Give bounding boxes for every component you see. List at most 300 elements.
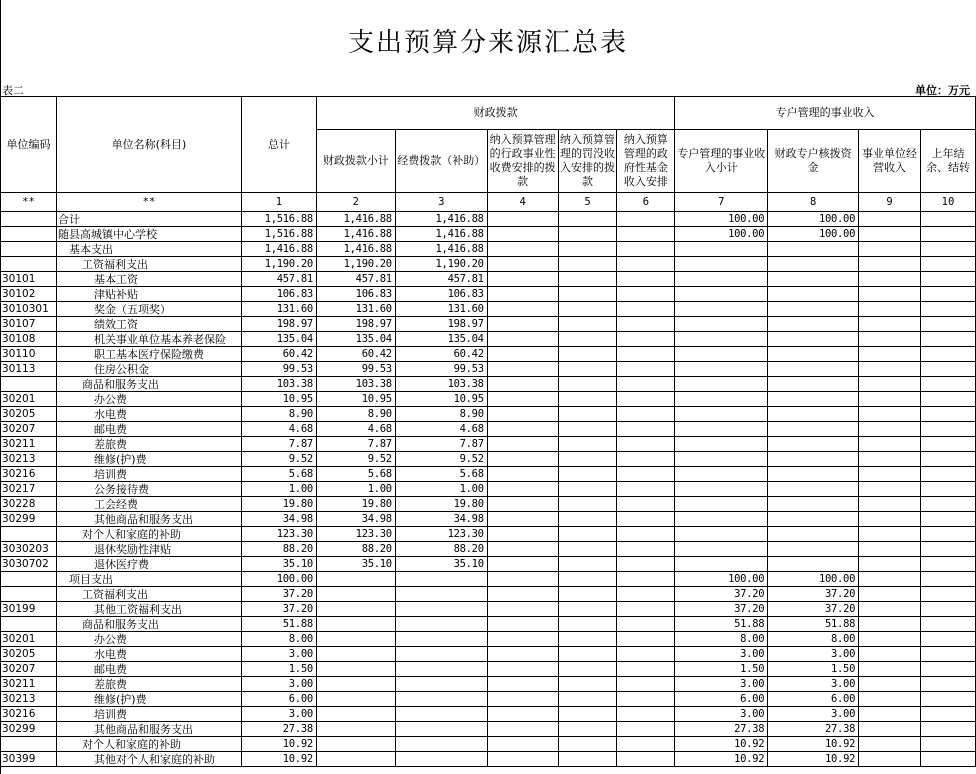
table-row bbox=[1, 227, 976, 242]
row-code: 30213 bbox=[1, 452, 57, 467]
row-value-col-8 bbox=[768, 377, 859, 392]
row-value-col-8: 51.88 bbox=[768, 617, 859, 632]
row-value-col-3: 9.52 bbox=[395, 452, 487, 467]
row-value-col-9 bbox=[859, 362, 921, 377]
row-name: 维修(护)费 bbox=[56, 692, 241, 707]
row-value-col-5 bbox=[558, 332, 617, 347]
row-value-col-6 bbox=[617, 692, 675, 707]
row-value-col-3: 1,416.88 bbox=[395, 227, 487, 242]
row-value-col-9 bbox=[859, 452, 921, 467]
row-name: 商品和服务支出 bbox=[56, 617, 241, 632]
row-value-col-5 bbox=[558, 362, 617, 377]
row-value-col-6 bbox=[617, 332, 675, 347]
row-code bbox=[1, 617, 57, 632]
col-special-verify-header: 财政专户核拨资金 bbox=[768, 130, 859, 193]
row-value-col-5 bbox=[558, 572, 617, 587]
table-row bbox=[1, 737, 976, 752]
column-index-cell: ** bbox=[1, 193, 57, 212]
row-value-col-3: 5.68 bbox=[395, 467, 487, 482]
row-value-col-4 bbox=[487, 692, 558, 707]
col-gov-fund-header: 纳入预算管理的政府性基金收入安排 bbox=[617, 130, 675, 193]
row-value-col-1: 1,516.88 bbox=[241, 227, 316, 242]
table-number: 表二 bbox=[2, 84, 24, 97]
row-value-col-8: 100.00 bbox=[768, 227, 859, 242]
row-value-col-7: 27.38 bbox=[675, 722, 768, 737]
row-value-col-9 bbox=[859, 437, 921, 452]
column-index-cell: 10 bbox=[920, 193, 975, 212]
row-value-col-7 bbox=[675, 362, 768, 377]
row-value-col-8 bbox=[768, 452, 859, 467]
row-value-col-2: 34.98 bbox=[316, 512, 395, 527]
row-value-col-7 bbox=[675, 392, 768, 407]
row-name: 工资福利支出 bbox=[56, 587, 241, 602]
row-value-col-8 bbox=[768, 272, 859, 287]
table-row bbox=[1, 377, 976, 392]
row-code bbox=[1, 212, 57, 227]
row-value-col-2: 103.38 bbox=[316, 377, 395, 392]
row-code: 30101 bbox=[1, 272, 57, 287]
row-value-col-7: 10.92 bbox=[675, 737, 768, 752]
row-value-col-2 bbox=[316, 737, 395, 752]
row-value-col-2: 1.00 bbox=[316, 482, 395, 497]
row-value-col-8 bbox=[768, 332, 859, 347]
row-value-col-4 bbox=[487, 722, 558, 737]
table-row bbox=[1, 557, 976, 572]
row-value-col-2 bbox=[316, 662, 395, 677]
row-value-col-2: 123.30 bbox=[316, 527, 395, 542]
row-value-col-10 bbox=[920, 482, 975, 497]
row-value-col-8 bbox=[768, 392, 859, 407]
row-value-col-3 bbox=[395, 587, 487, 602]
row-name: 差旅费 bbox=[56, 677, 241, 692]
row-value-col-9 bbox=[859, 692, 921, 707]
row-value-col-7 bbox=[675, 497, 768, 512]
row-value-col-9 bbox=[859, 647, 921, 662]
row-value-col-3: 1,190.20 bbox=[395, 257, 487, 272]
row-value-col-1: 131.60 bbox=[241, 302, 316, 317]
row-value-col-10 bbox=[920, 302, 975, 317]
row-value-col-5 bbox=[558, 752, 617, 767]
row-value-col-5 bbox=[558, 407, 617, 422]
row-value-col-5 bbox=[558, 212, 617, 227]
row-value-col-3 bbox=[395, 677, 487, 692]
row-value-col-9 bbox=[859, 392, 921, 407]
row-value-col-7: 37.20 bbox=[675, 587, 768, 602]
row-value-col-9 bbox=[859, 272, 921, 287]
row-value-col-5 bbox=[558, 377, 617, 392]
row-value-col-1: 6.00 bbox=[241, 692, 316, 707]
row-name: 津贴补贴 bbox=[56, 287, 241, 302]
row-value-col-9 bbox=[859, 332, 921, 347]
row-value-col-3: 4.68 bbox=[395, 422, 487, 437]
row-code: 30299 bbox=[1, 512, 57, 527]
row-value-col-2 bbox=[316, 602, 395, 617]
row-value-col-3 bbox=[395, 572, 487, 587]
row-value-col-2: 135.04 bbox=[316, 332, 395, 347]
row-value-col-8 bbox=[768, 302, 859, 317]
row-value-col-3: 457.81 bbox=[395, 272, 487, 287]
row-value-col-9 bbox=[859, 212, 921, 227]
column-index-cell: 4 bbox=[487, 193, 558, 212]
row-value-col-5 bbox=[558, 602, 617, 617]
row-value-col-5 bbox=[558, 542, 617, 557]
row-value-col-3 bbox=[395, 617, 487, 632]
row-value-col-3: 131.60 bbox=[395, 302, 487, 317]
row-value-col-4 bbox=[487, 302, 558, 317]
row-value-col-6 bbox=[617, 527, 675, 542]
row-value-col-1: 10.92 bbox=[241, 737, 316, 752]
row-value-col-3: 99.53 bbox=[395, 362, 487, 377]
row-value-col-7 bbox=[675, 347, 768, 362]
row-name: 工资福利支出 bbox=[56, 257, 241, 272]
row-value-col-7 bbox=[675, 377, 768, 392]
row-value-col-3 bbox=[395, 737, 487, 752]
row-value-col-4 bbox=[487, 707, 558, 722]
row-code: 3030203 bbox=[1, 542, 57, 557]
row-value-col-2: 60.42 bbox=[316, 347, 395, 362]
row-value-col-2 bbox=[316, 752, 395, 767]
row-value-col-6 bbox=[617, 317, 675, 332]
row-value-col-2: 7.87 bbox=[316, 437, 395, 452]
row-value-col-8: 6.00 bbox=[768, 692, 859, 707]
page-title: 支出预算分来源汇总表 bbox=[347, 28, 628, 58]
row-name: 退休医疗费 bbox=[56, 557, 241, 572]
row-value-col-10 bbox=[920, 572, 975, 587]
row-value-col-10 bbox=[920, 692, 975, 707]
row-name: 绩效工资 bbox=[56, 317, 241, 332]
row-value-col-9 bbox=[859, 617, 921, 632]
row-value-col-6 bbox=[617, 347, 675, 362]
row-value-col-7: 3.00 bbox=[675, 677, 768, 692]
row-value-col-6 bbox=[617, 242, 675, 257]
row-name: 职工基本医疗保险缴费 bbox=[56, 347, 241, 362]
table-row bbox=[1, 302, 976, 317]
row-value-col-5 bbox=[558, 482, 617, 497]
row-value-col-10 bbox=[920, 662, 975, 677]
row-value-col-1: 457.81 bbox=[241, 272, 316, 287]
row-value-col-8: 3.00 bbox=[768, 677, 859, 692]
row-value-col-1: 5.68 bbox=[241, 467, 316, 482]
col-carryover-header: 上年结余、结转 bbox=[920, 130, 975, 193]
row-value-col-7: 100.00 bbox=[675, 572, 768, 587]
row-value-col-8 bbox=[768, 347, 859, 362]
table-row bbox=[1, 407, 976, 422]
row-name: 培训费 bbox=[56, 467, 241, 482]
row-value-col-4 bbox=[487, 647, 558, 662]
row-value-col-2 bbox=[316, 587, 395, 602]
row-value-col-7: 10.92 bbox=[675, 752, 768, 767]
row-value-col-10 bbox=[920, 377, 975, 392]
row-value-col-3 bbox=[395, 602, 487, 617]
row-value-col-7 bbox=[675, 257, 768, 272]
col-total-header: 总计 bbox=[241, 97, 316, 193]
row-name: 办公费 bbox=[56, 392, 241, 407]
row-value-col-8: 100.00 bbox=[768, 572, 859, 587]
row-code: 30211 bbox=[1, 437, 57, 452]
row-value-col-6 bbox=[617, 302, 675, 317]
row-value-col-2: 10.95 bbox=[316, 392, 395, 407]
row-value-col-6 bbox=[617, 272, 675, 287]
row-value-col-5 bbox=[558, 287, 617, 302]
row-value-col-3 bbox=[395, 722, 487, 737]
table-row bbox=[1, 602, 976, 617]
row-value-col-2: 8.90 bbox=[316, 407, 395, 422]
group-special-header: 专户管理的事业收入 bbox=[675, 97, 976, 130]
row-value-col-1: 4.68 bbox=[241, 422, 316, 437]
row-name: 水电费 bbox=[56, 407, 241, 422]
column-index-cell: 1 bbox=[241, 193, 316, 212]
column-index-cell: 3 bbox=[395, 193, 487, 212]
row-value-col-10 bbox=[920, 242, 975, 257]
row-value-col-5 bbox=[558, 257, 617, 272]
row-code: 30217 bbox=[1, 482, 57, 497]
row-name: 其他对个人和家庭的补助 bbox=[56, 752, 241, 767]
row-code: 30211 bbox=[1, 677, 57, 692]
row-value-col-3: 88.20 bbox=[395, 542, 487, 557]
row-value-col-7 bbox=[675, 512, 768, 527]
row-value-col-1: 37.20 bbox=[241, 602, 316, 617]
row-value-col-9 bbox=[859, 677, 921, 692]
row-value-col-9 bbox=[859, 227, 921, 242]
row-value-col-1: 10.95 bbox=[241, 392, 316, 407]
row-value-col-8 bbox=[768, 362, 859, 377]
row-value-col-4 bbox=[487, 752, 558, 767]
row-code: 30205 bbox=[1, 647, 57, 662]
table-row bbox=[1, 332, 976, 347]
row-value-col-6 bbox=[617, 407, 675, 422]
row-value-col-1: 35.10 bbox=[241, 557, 316, 572]
table-row bbox=[1, 272, 976, 287]
row-value-col-5 bbox=[558, 587, 617, 602]
row-name: 项目支出 bbox=[56, 572, 241, 587]
row-value-col-4 bbox=[487, 602, 558, 617]
row-value-col-1: 1,516.88 bbox=[241, 212, 316, 227]
row-value-col-9 bbox=[859, 737, 921, 752]
row-value-col-6 bbox=[617, 362, 675, 377]
row-value-col-9 bbox=[859, 377, 921, 392]
row-value-col-7: 6.00 bbox=[675, 692, 768, 707]
col-business-header: 事业单位经营收入 bbox=[859, 130, 921, 193]
row-value-col-8: 27.38 bbox=[768, 722, 859, 737]
table-row bbox=[1, 677, 976, 692]
row-value-col-10 bbox=[920, 287, 975, 302]
table-row bbox=[1, 497, 976, 512]
row-value-col-1: 1.00 bbox=[241, 482, 316, 497]
row-value-col-2 bbox=[316, 707, 395, 722]
row-value-col-5 bbox=[558, 722, 617, 737]
row-value-col-6 bbox=[617, 257, 675, 272]
row-value-col-7 bbox=[675, 557, 768, 572]
row-value-col-4 bbox=[487, 482, 558, 497]
row-value-col-4 bbox=[487, 422, 558, 437]
row-value-col-2: 131.60 bbox=[316, 302, 395, 317]
table-row bbox=[1, 542, 976, 557]
row-value-col-2: 198.97 bbox=[316, 317, 395, 332]
row-value-col-3 bbox=[395, 662, 487, 677]
row-value-col-1: 88.20 bbox=[241, 542, 316, 557]
row-value-col-10 bbox=[920, 587, 975, 602]
row-value-col-6 bbox=[617, 572, 675, 587]
row-value-col-3: 10.95 bbox=[395, 392, 487, 407]
row-value-col-7 bbox=[675, 527, 768, 542]
row-value-col-10 bbox=[920, 227, 975, 242]
row-value-col-8 bbox=[768, 527, 859, 542]
row-value-col-4 bbox=[487, 512, 558, 527]
row-value-col-1: 60.42 bbox=[241, 347, 316, 362]
row-value-col-9 bbox=[859, 572, 921, 587]
row-value-col-5 bbox=[558, 347, 617, 362]
row-value-col-3: 60.42 bbox=[395, 347, 487, 362]
row-value-col-6 bbox=[617, 212, 675, 227]
col-fiscal-subtotal-header: 财政拨款小计 bbox=[316, 130, 395, 193]
table-row bbox=[1, 437, 976, 452]
row-value-col-5 bbox=[558, 302, 617, 317]
row-value-col-5 bbox=[558, 227, 617, 242]
row-value-col-2 bbox=[316, 632, 395, 647]
row-value-col-10 bbox=[920, 497, 975, 512]
row-value-col-2: 106.83 bbox=[316, 287, 395, 302]
row-value-col-3: 135.04 bbox=[395, 332, 487, 347]
row-value-col-1: 19.80 bbox=[241, 497, 316, 512]
row-name: 对个人和家庭的补助 bbox=[56, 737, 241, 752]
row-value-col-10 bbox=[920, 632, 975, 647]
row-name: 其他商品和服务支出 bbox=[56, 722, 241, 737]
row-code bbox=[1, 587, 57, 602]
row-value-col-8: 37.20 bbox=[768, 602, 859, 617]
row-value-col-10 bbox=[920, 467, 975, 482]
row-value-col-10 bbox=[920, 407, 975, 422]
row-value-col-9 bbox=[859, 707, 921, 722]
row-code: 30113 bbox=[1, 362, 57, 377]
row-value-col-5 bbox=[558, 437, 617, 452]
row-name: 机关事业单位基本养老保险 bbox=[56, 332, 241, 347]
row-name: 邮电费 bbox=[56, 422, 241, 437]
row-value-col-5 bbox=[558, 272, 617, 287]
row-value-col-3: 103.38 bbox=[395, 377, 487, 392]
row-value-col-8 bbox=[768, 407, 859, 422]
row-value-col-3: 8.90 bbox=[395, 407, 487, 422]
row-value-col-6 bbox=[617, 512, 675, 527]
row-value-col-6 bbox=[617, 647, 675, 662]
row-value-col-6 bbox=[617, 452, 675, 467]
row-value-col-10 bbox=[920, 602, 975, 617]
row-value-col-8 bbox=[768, 317, 859, 332]
row-value-col-10 bbox=[920, 617, 975, 632]
row-name: 其他工资福利支出 bbox=[56, 602, 241, 617]
col-fiscal-supplement-header: 经费拨款（补助） bbox=[395, 130, 487, 193]
row-value-col-5 bbox=[558, 422, 617, 437]
row-value-col-5 bbox=[558, 632, 617, 647]
row-value-col-8 bbox=[768, 437, 859, 452]
row-value-col-3 bbox=[395, 707, 487, 722]
row-value-col-9 bbox=[859, 632, 921, 647]
row-value-col-6 bbox=[617, 557, 675, 572]
table-row bbox=[1, 422, 976, 437]
table-row bbox=[1, 482, 976, 497]
row-value-col-2: 5.68 bbox=[316, 467, 395, 482]
row-value-col-9 bbox=[859, 287, 921, 302]
row-value-col-5 bbox=[558, 692, 617, 707]
row-value-col-4 bbox=[487, 467, 558, 482]
budget-table bbox=[0, 96, 976, 767]
row-value-col-1: 103.38 bbox=[241, 377, 316, 392]
row-code: 30199 bbox=[1, 602, 57, 617]
row-value-col-9 bbox=[859, 527, 921, 542]
unit-label: 单位：万元 bbox=[915, 84, 970, 97]
row-value-col-4 bbox=[487, 437, 558, 452]
row-value-col-4 bbox=[487, 272, 558, 287]
row-value-col-2: 1,190.20 bbox=[316, 257, 395, 272]
row-value-col-5 bbox=[558, 527, 617, 542]
table-row bbox=[1, 752, 976, 767]
row-code bbox=[1, 242, 57, 257]
table-row bbox=[1, 257, 976, 272]
row-value-col-5 bbox=[558, 497, 617, 512]
row-value-col-10 bbox=[920, 272, 975, 287]
row-value-col-4 bbox=[487, 287, 558, 302]
row-value-col-4 bbox=[487, 587, 558, 602]
row-name: 差旅费 bbox=[56, 437, 241, 452]
row-value-col-8: 8.00 bbox=[768, 632, 859, 647]
row-value-col-10 bbox=[920, 557, 975, 572]
table-row bbox=[1, 722, 976, 737]
row-value-col-3 bbox=[395, 632, 487, 647]
row-value-col-9 bbox=[859, 557, 921, 572]
row-value-col-4 bbox=[487, 527, 558, 542]
row-value-col-9 bbox=[859, 347, 921, 362]
group-fiscal-header: 财政拨款 bbox=[316, 97, 674, 130]
table-row bbox=[1, 692, 976, 707]
row-value-col-4 bbox=[487, 347, 558, 362]
row-code: 30108 bbox=[1, 332, 57, 347]
row-code bbox=[1, 737, 57, 752]
col-special-subtotal-header: 专户管理的事业收入小计 bbox=[675, 130, 768, 193]
row-value-col-7 bbox=[675, 272, 768, 287]
table-row bbox=[1, 572, 976, 587]
row-value-col-6 bbox=[617, 467, 675, 482]
row-value-col-8 bbox=[768, 542, 859, 557]
row-value-col-7: 100.00 bbox=[675, 212, 768, 227]
row-value-col-8: 10.92 bbox=[768, 752, 859, 767]
row-value-col-4 bbox=[487, 407, 558, 422]
row-value-col-6 bbox=[617, 602, 675, 617]
row-value-col-3: 35.10 bbox=[395, 557, 487, 572]
row-value-col-3: 34.98 bbox=[395, 512, 487, 527]
row-code: 30110 bbox=[1, 347, 57, 362]
row-value-col-7 bbox=[675, 437, 768, 452]
row-value-col-5 bbox=[558, 647, 617, 662]
row-code: 30399 bbox=[1, 752, 57, 767]
row-value-col-6 bbox=[617, 227, 675, 242]
table-row bbox=[1, 317, 976, 332]
row-value-col-1: 3.00 bbox=[241, 677, 316, 692]
row-value-col-4 bbox=[487, 737, 558, 752]
row-name: 工会经费 bbox=[56, 497, 241, 512]
row-value-col-7 bbox=[675, 542, 768, 557]
row-value-col-7: 3.00 bbox=[675, 647, 768, 662]
row-value-col-5 bbox=[558, 662, 617, 677]
row-value-col-7 bbox=[675, 407, 768, 422]
row-value-col-8 bbox=[768, 287, 859, 302]
row-value-col-4 bbox=[487, 257, 558, 272]
row-value-col-1: 106.83 bbox=[241, 287, 316, 302]
table-row bbox=[1, 392, 976, 407]
row-value-col-4 bbox=[487, 542, 558, 557]
row-value-col-3 bbox=[395, 692, 487, 707]
table-row bbox=[1, 362, 976, 377]
row-value-col-6 bbox=[617, 542, 675, 557]
row-code bbox=[1, 527, 57, 542]
